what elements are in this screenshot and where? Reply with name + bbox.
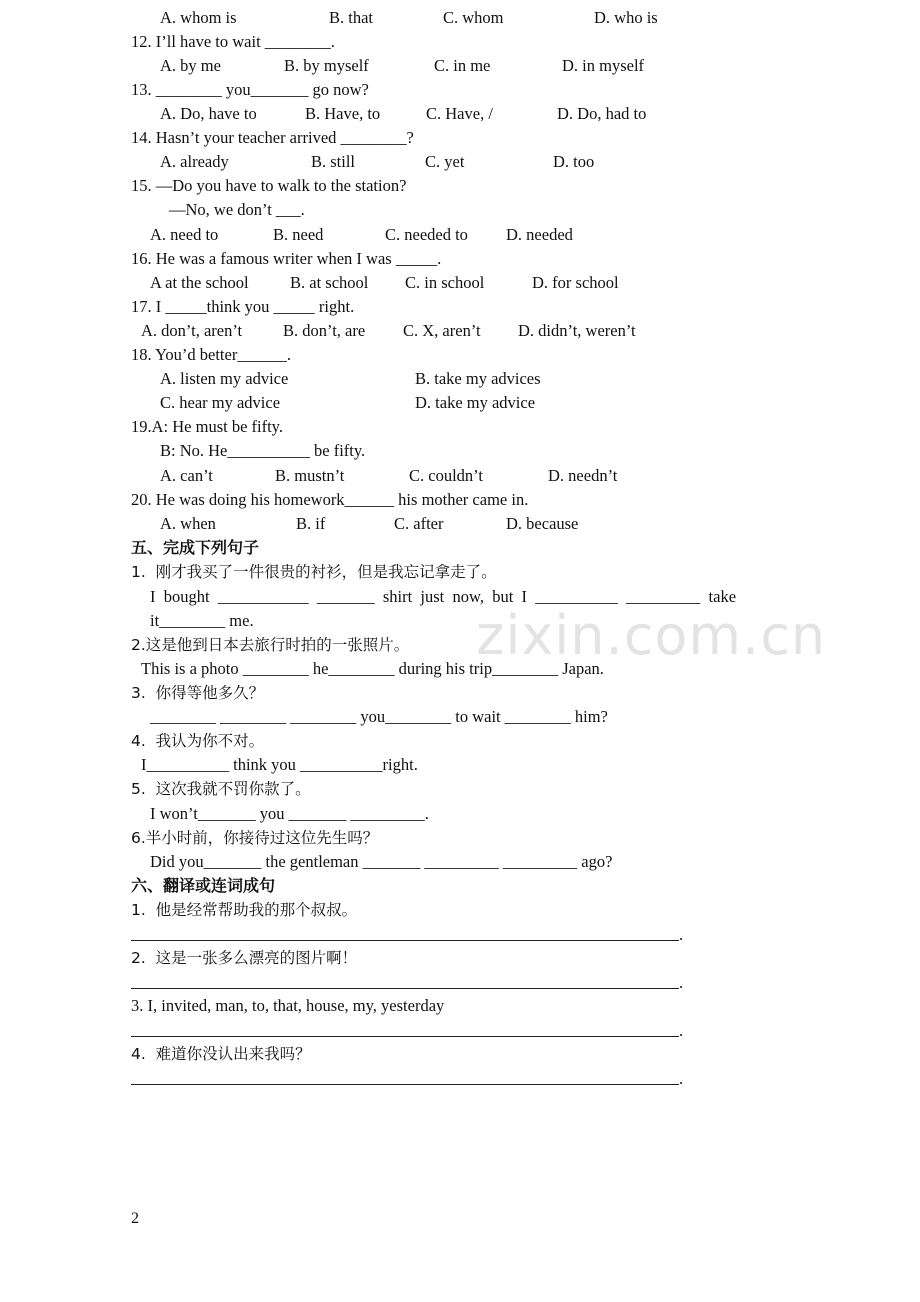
question-text: A at the school xyxy=(150,273,249,292)
question-text: 14. Hasn’t your teacher arrived ________? xyxy=(131,128,414,147)
chinese-prompt: 6.半小时前，你接待过这位先生吗？ xyxy=(131,829,379,847)
question-text: A. by me xyxy=(160,56,221,75)
question-text: C. yet xyxy=(425,152,465,171)
answer-line xyxy=(131,940,679,941)
chinese-prompt: 4. 难道你没认出来我吗？ xyxy=(131,1045,311,1063)
question-text: A. whom is xyxy=(160,8,237,27)
question-text: D. didn’t, weren’t xyxy=(518,321,636,340)
question-text: 20. He was doing his homework______ his mother came in. xyxy=(131,490,529,509)
chinese-prompt: 3. 你得等他多久？ xyxy=(131,684,265,702)
question-text: 19.A: He must be fifty. xyxy=(131,417,283,436)
question-text: B. Have, to xyxy=(305,104,381,123)
question-text: 12. I’ll have to wait ________. xyxy=(131,32,335,51)
question-text: B. take my advices xyxy=(415,369,541,388)
chinese-prompt: 1. 刚才我买了一件很贵的衬衫，但是我忘记拿走了。 xyxy=(131,563,497,581)
question-text: A. can’t xyxy=(160,466,213,485)
answer-line xyxy=(131,1036,679,1037)
question-text: C. Have, / xyxy=(426,104,493,123)
question-text: 18. You’d better______. xyxy=(131,345,291,364)
question-text: A. when xyxy=(160,514,216,533)
question-text: D. needed xyxy=(506,225,573,244)
answer-line-period: . xyxy=(679,1021,684,1040)
question-text: B. at school xyxy=(290,273,369,292)
question-text: D. too xyxy=(553,152,595,171)
question-text: C. in school xyxy=(405,273,485,292)
question-text: Did you_______ the gentleman _______ _________ _________ ago? xyxy=(150,852,613,871)
question-text: B. need xyxy=(273,225,324,244)
question-text: B. if xyxy=(296,514,326,533)
question-text: C. X, aren’t xyxy=(403,321,481,340)
question-text: 13. ________ you_______ go now? xyxy=(131,80,369,99)
question-text: 17. I _____think you _____ right. xyxy=(131,297,355,316)
answer-line-period: . xyxy=(679,973,684,992)
chinese-prompt: 2. 这是一张多么漂亮的图片啊！ xyxy=(131,949,358,967)
question-text: B. still xyxy=(311,152,356,171)
page-number: 2 xyxy=(131,1210,139,1227)
question-text: C. after xyxy=(394,514,444,533)
question-text: C. whom xyxy=(443,8,504,27)
question-text: I won’t_______ you _______ _________. xyxy=(150,804,429,823)
question-text: D. in myself xyxy=(562,56,645,75)
question-text: D. because xyxy=(506,514,579,533)
question-text: 15. —Do you have to walk to the station? xyxy=(131,176,407,195)
question-text: D. who is xyxy=(594,8,658,27)
question-text: D. Do, had to xyxy=(557,104,647,123)
question-text: B. mustn’t xyxy=(275,466,345,485)
question-text: C. needed to xyxy=(385,225,468,244)
question-text: A. need to xyxy=(150,225,219,244)
section-heading: 五、完成下列句子 xyxy=(131,538,260,557)
question-text: 16. He was a famous writer when I was _____. xyxy=(131,249,442,268)
question-text: I__________ think you __________right. xyxy=(141,755,418,774)
chinese-prompt: 5. 这次我就不罚你款了。 xyxy=(131,780,311,798)
question-text: B. don’t, are xyxy=(283,321,366,340)
question-text: it________ me. xyxy=(150,611,254,630)
question-text: D. needn’t xyxy=(548,466,618,485)
question-text: A. listen my advice xyxy=(160,369,289,388)
question-text: —No, we don’t ___. xyxy=(169,200,305,219)
question-text: C. couldn’t xyxy=(409,466,483,485)
question-text: 3. I, invited, man, to, that, house, my, yesterday xyxy=(131,996,445,1015)
question-text: B. that xyxy=(329,8,373,27)
answer-line xyxy=(131,1084,679,1085)
chinese-prompt: 4. 我认为你不对。 xyxy=(131,732,265,750)
section-heading: 六、翻译或连词成句 xyxy=(131,876,276,895)
question-text: A. already xyxy=(160,152,229,171)
answer-line-period: . xyxy=(679,1069,684,1088)
question-text: ________ ________ ________ you________ to wait ________ him? xyxy=(150,707,608,726)
question-text: B: No. He__________ be fifty. xyxy=(160,441,366,460)
watermark: zixin.com.cn xyxy=(476,604,827,667)
question-text: A. don’t, aren’t xyxy=(141,321,243,340)
question-text: D. for school xyxy=(532,273,619,292)
question-text: C. in me xyxy=(434,56,491,75)
chinese-prompt: 1. 他是经常帮助我的那个叔叔。 xyxy=(131,901,358,919)
question-text: C. hear my advice xyxy=(160,393,281,412)
question-text: D. take my advice xyxy=(415,393,536,412)
answer-line-period: . xyxy=(679,925,684,944)
question-text: B. by myself xyxy=(284,56,369,75)
chinese-prompt: 2.这是他到日本去旅行时拍的一张照片。 xyxy=(131,636,410,654)
answer-line xyxy=(131,988,679,989)
question-text: I bought ___________ _______ shirt just now, but I __________ _________ take xyxy=(150,587,737,606)
question-text: This is a photo ________ he________ during his trip________ Japan. xyxy=(141,659,604,678)
question-text: A. Do, have to xyxy=(160,104,257,123)
